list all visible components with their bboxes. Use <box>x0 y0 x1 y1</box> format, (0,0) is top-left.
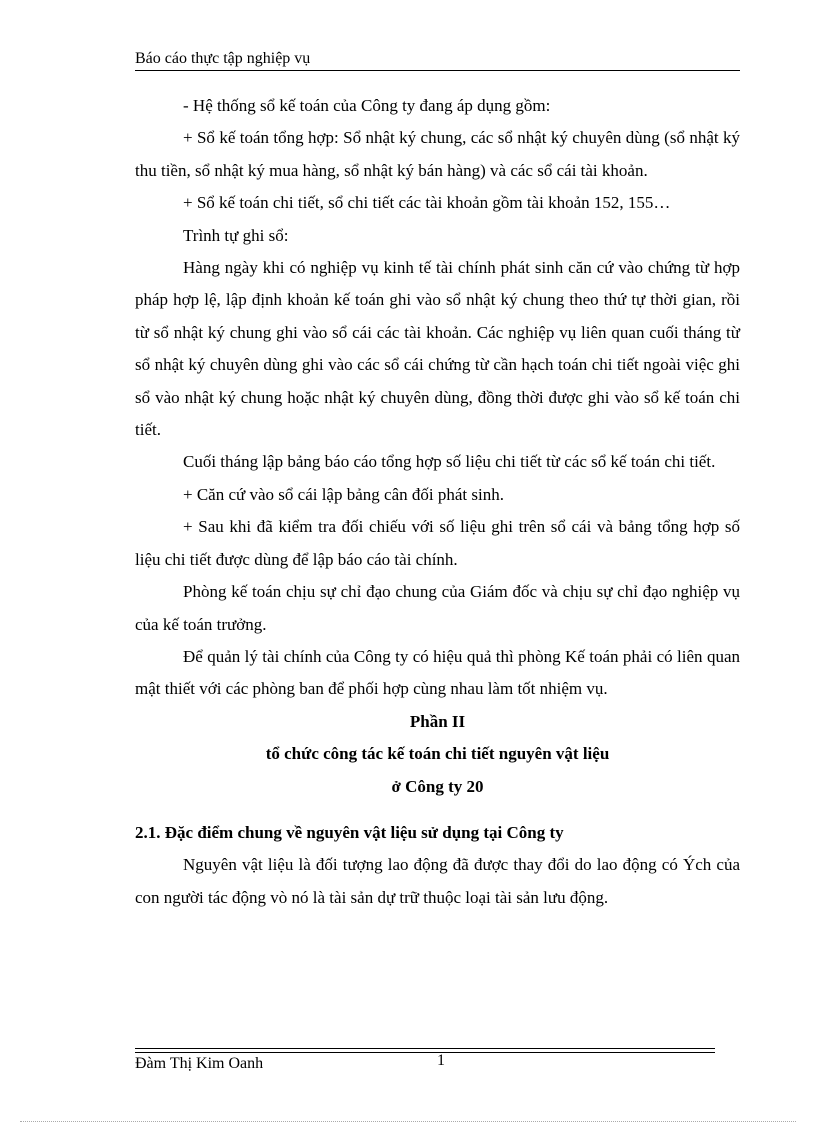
paragraph-10: Để quản lý tài chính của Công ty có hiệu quả thì phòng Kế toán phải có liên quan mật thiết với các phòng ban để phối hợp cùng nhau làm tốt nhiệm vụ. <box>135 646 740 699</box>
paragraph-7: + Căn cứ vào sổ cái lập bảng cân đối phát sinh. <box>183 484 504 504</box>
paragraph-4: Trình tự ghi sổ: <box>183 225 289 245</box>
paragraph-3: + Sổ kế toán chi tiết, sổ chi tiết các tài khoản gồm tài khoản 152, 155… <box>183 193 671 213</box>
header-title: Báo cáo thực tập nghiệp vụ <box>135 50 311 67</box>
footer-author: Đàm Thị Kim Oanh <box>135 1055 264 1072</box>
footer-rule-top <box>135 1048 715 1049</box>
paragraph-5: Hàng ngày khi có nghiệp vụ kinh tế tài chính phát sinh căn cứ vào chứng từ hợp pháp hợp lệ, lập định khoản kế toán ghi vào sổ nhật ký chung theo thứ tự thời gian, rồi từ sổ nhật ký chung ghi vào sổ cái các tài khoản. Các nghiệp vụ liên quan cuối tháng từ sổ nhật ký chuyên dùng ghi vào các sổ cái chứng từ cần hạch toán chi tiết ngoài việc ghi sổ vào nhật ký chung hoặc nhật ký chuyên dùng, đồng thời được ghi vào sổ kế toán chi tiết. <box>135 258 740 440</box>
page-header <box>135 50 740 71</box>
document-body <box>135 90 740 914</box>
part-heading: Phần II <box>409 711 466 731</box>
paragraph-9: Phòng kế toán chịu sự chỉ đạo chung của Giám đốc và chịu sự chỉ đạo nghiệp vụ của kế toán trưởng. <box>135 582 740 634</box>
page-bottom-border <box>20 1121 796 1122</box>
paragraph-1: - Hệ thống sổ kế toán của Công ty đang áp dụng gồm: <box>183 96 551 115</box>
paragraph-6: Cuối tháng lập bảng báo cáo tổng hợp số liệu chi tiết từ các sổ kế toán chi tiết. <box>183 452 716 472</box>
page-number: 1 <box>437 1052 445 1069</box>
footer-rule-bottom <box>135 1052 715 1053</box>
section-heading: 2.1. Đặc điểm chung về nguyên vật liệu sử dụng tại Công ty <box>135 822 564 842</box>
paragraph-8: + Sau khi đã kiểm tra đối chiếu với số liệu ghi trên sổ cái và bảng tổng hợp số liệu chi tiết được dùng để lập báo cáo tài chính. <box>135 517 740 569</box>
section-paragraph: Nguyên vật liệu là đối tượng lao động đã được thay đổi do lao động có Ých của con người tác động vò nó là tài sản dự trữ thuộc loại tài sản lưu động. <box>135 855 740 907</box>
paragraph-2: + Sổ kế toán tổng hợp: Sổ nhật ký chung, các sổ nhật ký chuyên dùng (sổ nhật ký thu tiền, sổ nhật ký mua hàng, sổ nhật ký bán hàng) và các sổ cái tài khoản. <box>135 128 740 180</box>
part-title-line-2: ở Công ty 20 <box>391 776 484 796</box>
part-title-line-1: tổ chức công tác kế toán chi tiết nguyên vật liệu <box>265 744 610 764</box>
